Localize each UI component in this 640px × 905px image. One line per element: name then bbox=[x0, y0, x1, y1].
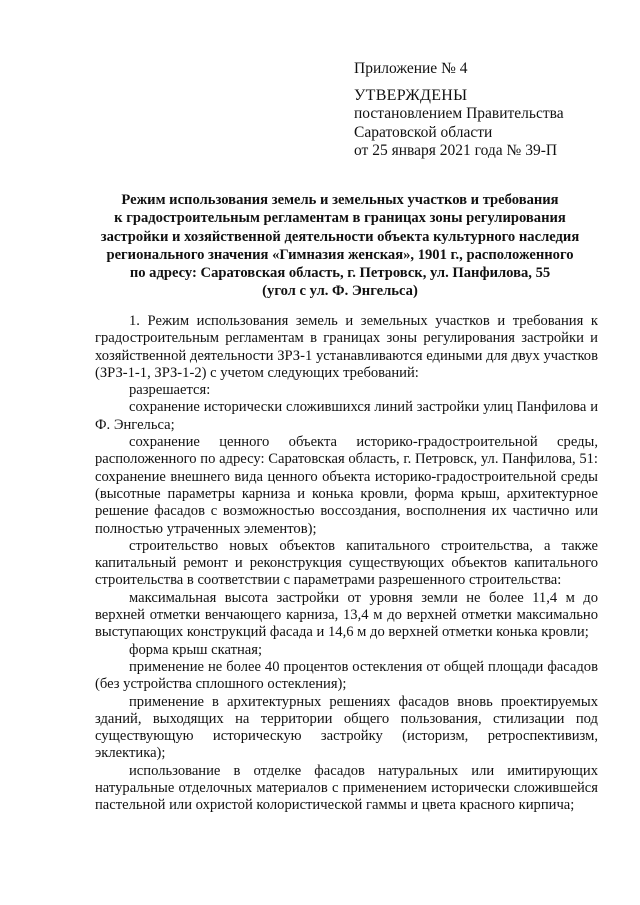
approval-line: Саратовской области bbox=[354, 123, 493, 141]
paragraph: сохранение ценного объекта историко-градостроительной среды, расположенного по адресу: Саратовская область, г. Петровск, ул. Панфилова, 51: сохранение внешнего вида ценного объекта историко-градостроительной среды (высотные параметры карниза и конька кровли, форма крыш, архитектурное решение фасадов с возможностью воссоздания, восполнения их частично или полностью утраченных элементов); bbox=[95, 434, 598, 537]
paragraph: использование в отделке фасадов натуральных или имитирующих натуральные отделочных материалов с применением исторически сложившейся пастельной или охристой колористической гаммы и цвета красного кирпича; bbox=[95, 762, 598, 814]
title-line: Режим использования земель и земельных участков и требования bbox=[121, 192, 559, 208]
title-line: по адресу: Саратовская область, г. Петровск, ул. Панфилова, 55 bbox=[129, 265, 551, 282]
title-line: (угол с ул. Ф. Энгельса) bbox=[262, 283, 418, 300]
paragraph: 1. Режим использования земель и земельных участков и требования к градостроительным регламентам в границах зоны регулирования застройки и хозяйственной деятельности ЗРЗ-1 устанавливаются едиными для двух участков (ЗРЗ-1-1, ЗРЗ-1-2) с учетом следующих требований: bbox=[95, 313, 598, 381]
paragraph: применение в архитектурных решениях фасадов вновь проектируемых зданий, выходящих на территории общего пользования, стилизации под существующую историческую застройку (историзм, ретроспективизм, эклектика); bbox=[95, 693, 598, 762]
document-body bbox=[95, 313, 598, 815]
approved-heading: УТВЕРЖДЕНЫ bbox=[354, 86, 468, 104]
appendix-number: Приложение № 4 bbox=[354, 60, 468, 77]
title-line: регионального значения «Гимназия женская», 1901 г., расположенного bbox=[106, 246, 574, 263]
paragraph: применение не более 40 процентов остекления от общей площади фасадов (без устройства сплошного остекления); bbox=[95, 658, 598, 693]
title-line: застройки и хозяйственной деятельности объекта культурного наследия bbox=[100, 228, 580, 245]
paragraph: форма крыш скатная; bbox=[129, 641, 263, 658]
document-title bbox=[88, 191, 592, 301]
paragraph: строительство новых объектов капитального строительства, а также капитальный ремонт и реконструкция существующих объектов капитального строительства в соответствии с параметрами разрешенного строительства: bbox=[95, 537, 598, 589]
approval-line: от 25 января 2021 года № 39-П bbox=[354, 142, 558, 159]
paragraph: сохранение исторически сложившихся линий застройки улиц Панфилова и Ф. Энгельса; bbox=[95, 399, 598, 433]
approval-line: постановлением Правительства bbox=[354, 105, 564, 122]
paragraph: максимальная высота застройки от уровня земли не более 11,4 м до верхней отметки венчающего карниза, 13,4 м до верхней отметки максимально выступающих конструкций фасада и 14,6 м до верхней отметки конька кровли; bbox=[95, 589, 598, 641]
paragraph: разрешается: bbox=[129, 382, 211, 399]
title-line: к градостроительным регламентам в границах зоны регулирования bbox=[114, 210, 566, 227]
approval-block bbox=[354, 60, 624, 161]
